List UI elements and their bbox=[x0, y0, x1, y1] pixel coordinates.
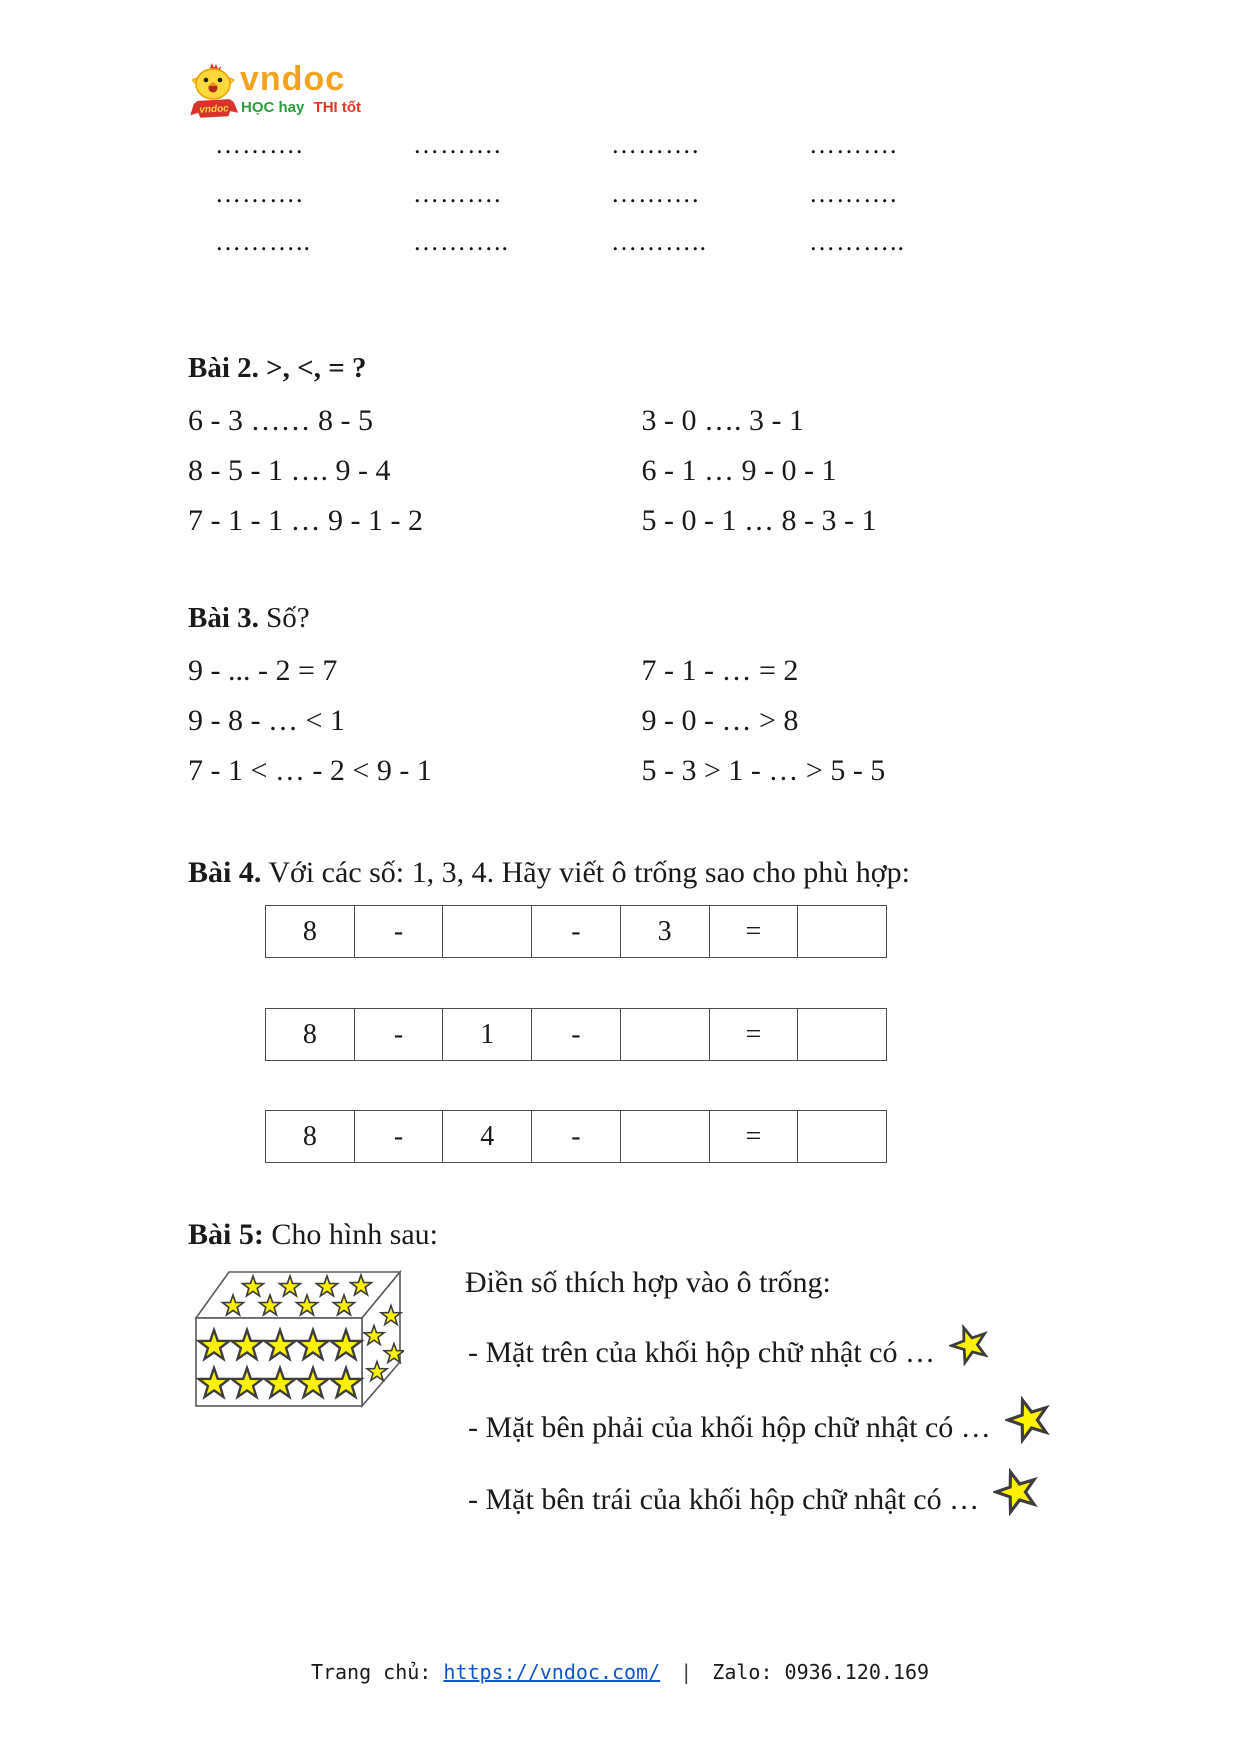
bai2-exercise: 5 - 0 - 1 … 8 - 3 - 1 bbox=[641, 504, 877, 537]
logo-brand-text: vndoc bbox=[240, 60, 346, 98]
bai2-row bbox=[188, 454, 836, 488]
dots-cell: ……….. bbox=[413, 227, 509, 256]
dots-cell: ……….. bbox=[611, 227, 707, 256]
bai5-item bbox=[468, 1404, 1053, 1452]
table-cell: - bbox=[532, 1009, 621, 1061]
bai4-table-1 bbox=[265, 905, 887, 958]
bai3-exercise: 9 - ... - 2 = 7 bbox=[188, 654, 338, 687]
table-cell: = bbox=[709, 906, 798, 958]
star-box-figure bbox=[193, 1270, 404, 1410]
bai5-item bbox=[468, 1332, 991, 1374]
table-cell: 3 bbox=[620, 906, 709, 958]
table-cell: 1 bbox=[443, 1009, 532, 1061]
dots-cell: ………. bbox=[413, 179, 502, 208]
table-cell: 8 bbox=[266, 1111, 355, 1163]
table-cell: - bbox=[532, 906, 621, 958]
bai3-heading-bold: Bài 3. bbox=[188, 602, 259, 634]
bai2-row bbox=[188, 504, 876, 538]
bai2-exercise: 3 - 0 …. 3 - 1 bbox=[641, 404, 804, 437]
table-cell: - bbox=[354, 906, 443, 958]
bai2-exercise: 6 - 1 … 9 - 0 - 1 bbox=[641, 454, 837, 487]
bai2-exercise: 7 - 1 - 1 … 9 - 1 - 2 bbox=[188, 504, 423, 537]
bai3-row bbox=[188, 654, 798, 688]
table-cell: - bbox=[354, 1009, 443, 1061]
star-icon bbox=[1005, 1396, 1053, 1444]
chick-mascot-icon bbox=[188, 62, 240, 122]
bai3-row bbox=[188, 704, 798, 738]
table-cell bbox=[798, 1009, 887, 1061]
table-cell: - bbox=[532, 1111, 621, 1163]
logo-tagline bbox=[241, 99, 361, 116]
bai5-heading-rest: Cho hình sau: bbox=[263, 1218, 439, 1251]
table-cell: 8 bbox=[266, 1009, 355, 1061]
bai3-exercise: 9 - 0 - … > 8 bbox=[641, 704, 799, 737]
bai3-exercise: 7 - 1 - … = 2 bbox=[641, 654, 799, 687]
dots-cell: ……….. bbox=[809, 227, 905, 256]
bai3-exercise: 9 - 8 - … < 1 bbox=[188, 704, 345, 737]
bai4-heading-rest: Với các số: 1, 3, 4. Hãy viết ô trống sao cho phù hợp: bbox=[261, 856, 910, 889]
bai4-table-2 bbox=[265, 1008, 887, 1061]
table-cell bbox=[443, 906, 532, 958]
table-cell: 4 bbox=[443, 1111, 532, 1163]
dots-cell: ………. bbox=[413, 130, 502, 159]
dots-row bbox=[215, 227, 1007, 257]
homepage-link[interactable]: https://vndoc.com/ bbox=[443, 1660, 661, 1684]
bai2-heading bbox=[188, 352, 366, 385]
bai4-heading-bold: Bài 4. bbox=[188, 856, 262, 889]
bai5-heading bbox=[188, 1218, 438, 1252]
vndoc-logo bbox=[188, 62, 408, 122]
star-icon bbox=[993, 1468, 1041, 1516]
bai2-exercise: 6 - 3 …… 8 - 5 bbox=[188, 404, 373, 437]
table-cell bbox=[798, 906, 887, 958]
table-cell: - bbox=[354, 1111, 443, 1163]
bai2-exercise: 8 - 5 - 1 …. 9 - 4 bbox=[188, 454, 391, 487]
table-cell bbox=[620, 1111, 709, 1163]
dots-row bbox=[215, 179, 1007, 209]
bai5-item-text: - Mặt trên của khối hộp chữ nhật có … bbox=[468, 1336, 935, 1369]
table-cell: = bbox=[709, 1009, 798, 1061]
dots-cell: ………. bbox=[611, 179, 700, 208]
footer-zalo: Zalo: 0936.120.169 bbox=[712, 1660, 930, 1684]
bai3-heading bbox=[188, 602, 310, 635]
bai3-heading-rest: Số? bbox=[258, 602, 310, 634]
bai5-item-text: - Mặt bên phải của khối hộp chữ nhật có … bbox=[468, 1411, 991, 1444]
star-icon bbox=[949, 1324, 991, 1366]
logo-tagline-red: THI tốt bbox=[313, 99, 362, 116]
footer-label: Trang chủ: bbox=[310, 1660, 432, 1684]
logo-banner-text: vndoc bbox=[199, 103, 230, 116]
bai3-exercise: 7 - 1 < … - 2 < 9 - 1 bbox=[188, 754, 432, 787]
bai2-row bbox=[188, 404, 804, 438]
bai2-heading-text: Bài 2. >, <, = ? bbox=[188, 352, 367, 384]
dots-cell: ………. bbox=[611, 130, 700, 159]
dots-cell: ……….. bbox=[215, 227, 311, 256]
page-footer bbox=[0, 1660, 1240, 1684]
bai4-table-3 bbox=[265, 1110, 887, 1163]
table-cell bbox=[620, 1009, 709, 1061]
table-cell: 8 bbox=[266, 906, 355, 958]
dots-cell: ………. bbox=[809, 130, 898, 159]
bai4-heading bbox=[188, 856, 910, 890]
dots-cell: ………. bbox=[215, 179, 304, 208]
bai5-item-text: - Mặt bên trái của khối hộp chữ nhật có … bbox=[468, 1483, 980, 1516]
dots-cell: ………. bbox=[809, 179, 898, 208]
logo-tagline-green: HỌC hay bbox=[241, 99, 305, 116]
table-cell: = bbox=[709, 1111, 798, 1163]
bai3-exercise: 5 - 3 > 1 - … > 5 - 5 bbox=[641, 754, 886, 787]
dots-cell: ………. bbox=[215, 130, 304, 159]
dots-row bbox=[215, 130, 1007, 160]
bai5-item bbox=[468, 1476, 1041, 1524]
bai5-instruction: Điền số thích hợp vào ô trống: bbox=[465, 1266, 831, 1299]
table-cell bbox=[798, 1111, 887, 1163]
footer-separator: | bbox=[680, 1660, 693, 1684]
bai3-row bbox=[188, 754, 885, 788]
bai5-heading-bold: Bài 5: bbox=[188, 1218, 264, 1251]
